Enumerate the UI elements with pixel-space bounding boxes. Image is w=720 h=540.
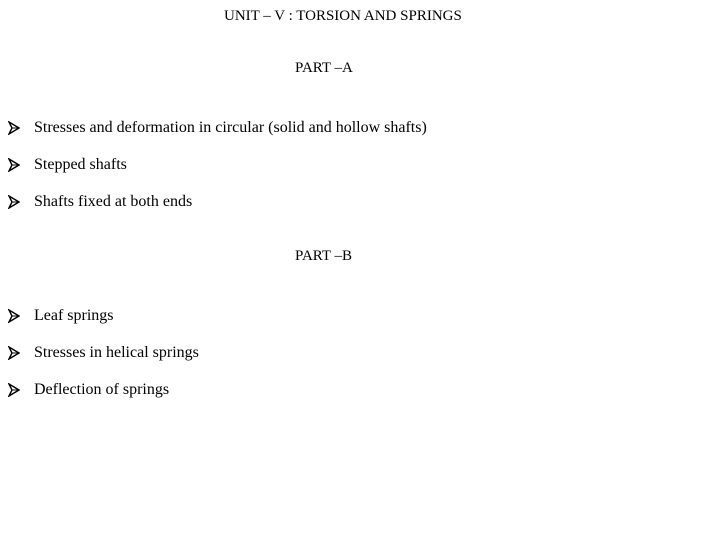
part-b-heading: PART –B (295, 248, 353, 264)
list-item-text: Stresses in helical springs (34, 344, 199, 361)
list-item-text: Shafts fixed at both ends (34, 193, 193, 210)
arrowhead-bullet-icon (8, 383, 20, 397)
list-item-text: Leaf springs (34, 307, 114, 324)
list-item-text: Stresses and deformation in circular (solid and hollow shafts) (34, 119, 427, 136)
list-item-text: Deflection of springs (34, 381, 170, 398)
arrowhead-bullet-icon (8, 158, 20, 172)
arrowhead-bullet-icon (8, 195, 20, 209)
arrowhead-bullet-icon (8, 346, 20, 360)
unit-title: UNIT – V : TORSION AND SPRINGS (224, 8, 462, 24)
arrowhead-bullet-icon (8, 309, 20, 323)
part-a-heading: PART –A (295, 60, 353, 76)
arrowhead-bullet-icon (8, 121, 20, 135)
list-item-text: Stepped shafts (34, 156, 127, 173)
